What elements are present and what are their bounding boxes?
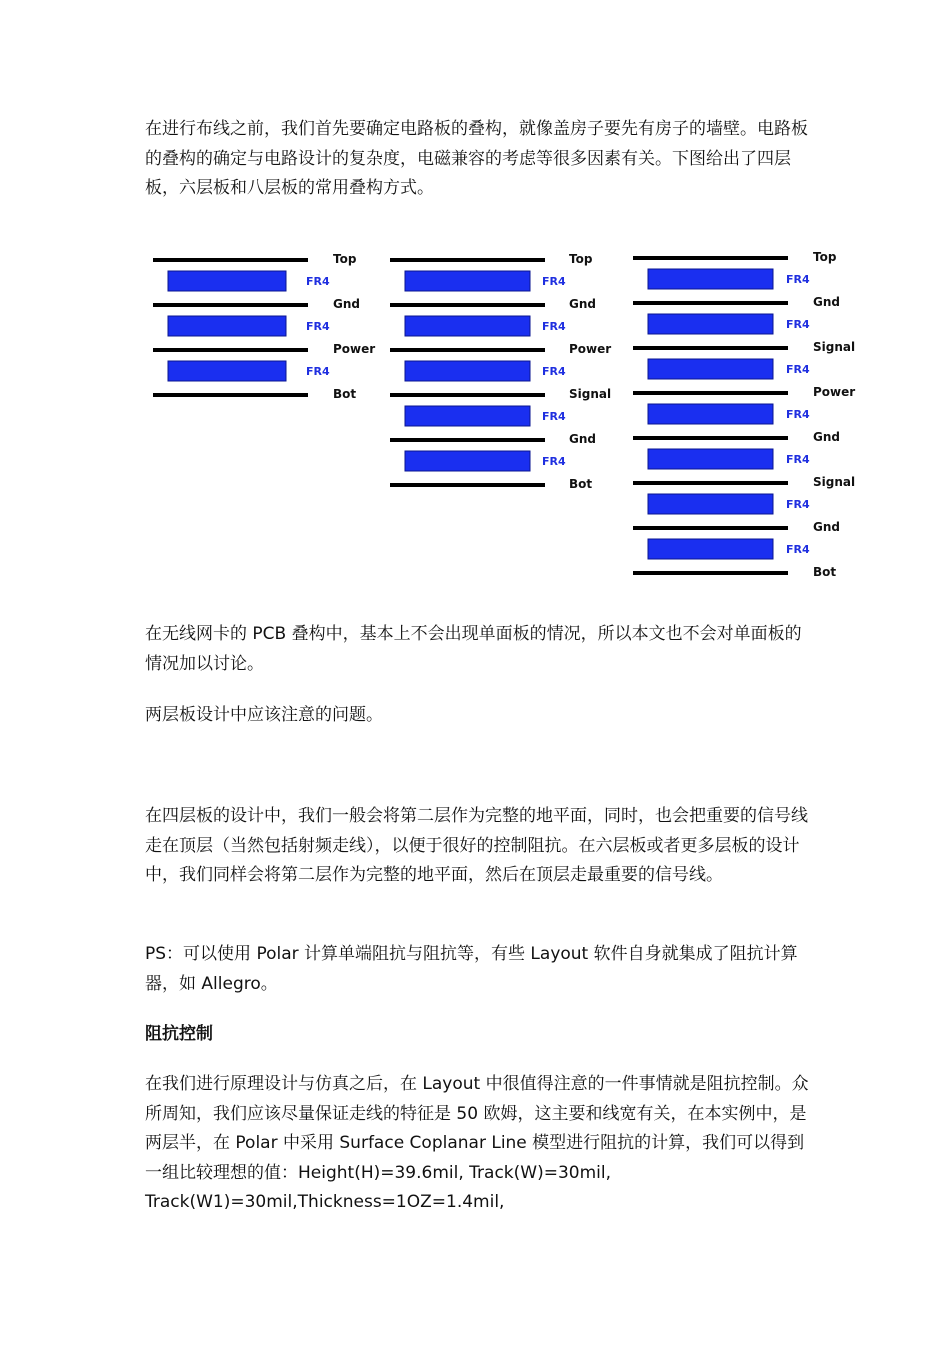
impedance-paragraph: 在我们进行原理设计与仿真之后，在 Layout 中很值得注意的一件事情就是阻抗控制。众所周知，我们应该尽量保证走线的特征是 50 欧姆，这主要和线宽有关，在本实例中，是两层半，在 Polar 中采用 Surface Coplanar Line 模型进行阻抗的计算，我们可以得到一组比较理想的值：Height(H)=39.6mil, Track(W)=30mil, Track(W1)=30mil,Thickness=1OZ=1.4mil,	[145, 1074, 809, 1212]
fr4-label: FR4	[542, 365, 566, 378]
fr4-dielectric-block	[648, 314, 773, 334]
fr4-label: FR4	[786, 273, 810, 286]
ps-paragraph: PS：可以使用 Polar 计算单端阻抗与阻抗等，有些 Layout 软件自身就集成了阻抗计算器，如 Allegro。	[145, 944, 798, 994]
fr4-label: FR4	[306, 275, 330, 288]
fr4-dielectric-block	[405, 451, 530, 471]
fr4-dielectric-block	[405, 406, 530, 426]
fr4-label: FR4	[542, 275, 566, 288]
copper-layer-line	[390, 348, 545, 352]
copper-layer-line	[153, 258, 308, 262]
copper-layer-line	[153, 303, 308, 307]
fr4-label: FR4	[542, 320, 566, 333]
layer-label: Signal	[569, 387, 612, 401]
layer-label: Signal	[813, 475, 856, 489]
layer-label: Gnd	[569, 297, 596, 311]
stackup-diagram	[145, 240, 865, 590]
fr4-dielectric-block	[648, 449, 773, 469]
layer-label: Power	[813, 385, 856, 399]
layer-label: Bot	[813, 565, 837, 579]
fr4-dielectric-block	[405, 316, 530, 336]
layer-label: Gnd	[813, 430, 840, 444]
copper-layer-line	[153, 348, 308, 352]
wireless-paragraph: 在无线网卡的 PCB 叠构中，基本上不会出现单面板的情况，所以本文也不会对单面板的情况加以讨论。	[145, 624, 802, 674]
intro-paragraph: 在进行布线之前，我们首先要确定电路板的叠构，就像盖房子要先有房子的墙壁。电路板的叠构的确定与电路设计的复杂度，电磁兼容的考虑等很多因素有关。下图给出了四层板，六层板和八层板的常用叠构方式。	[145, 119, 808, 198]
stackup-board-2	[390, 252, 611, 491]
fr4-dielectric-block	[648, 539, 773, 559]
stackup-figure	[145, 240, 865, 590]
fr4-label: FR4	[786, 498, 810, 511]
stackup-board-1	[153, 252, 375, 401]
stackup-board-3	[633, 250, 855, 579]
layer-label: Power	[333, 342, 376, 356]
layer-label: Bot	[333, 387, 357, 401]
fr4-label: FR4	[786, 408, 810, 421]
layer-label: Top	[569, 252, 593, 266]
fr4-dielectric-block	[405, 271, 530, 291]
copper-layer-line	[390, 303, 545, 307]
fr4-dielectric-block	[168, 361, 286, 381]
fr4-label: FR4	[542, 455, 566, 468]
fr4-dielectric-block	[168, 271, 286, 291]
fr4-label: FR4	[306, 365, 330, 378]
layer-label: Gnd	[813, 520, 840, 534]
fr4-label: FR4	[786, 543, 810, 556]
copper-layer-line	[633, 571, 788, 575]
layer-label: Signal	[813, 340, 856, 354]
copper-layer-line	[153, 393, 308, 397]
fr4-label: FR4	[786, 363, 810, 376]
fr4-dielectric-block	[648, 359, 773, 379]
copper-layer-line	[633, 346, 788, 350]
copper-layer-line	[633, 526, 788, 530]
copper-layer-line	[390, 483, 545, 487]
layer-label: Gnd	[813, 295, 840, 309]
four-layer-paragraph: 在四层板的设计中，我们一般会将第二层作为完整的地平面，同时，也会把重要的信号线走在顶层（当然包括射频走线），以便于很好的控制阻抗。在六层板或者更多层板的设计中，我们同样会将第二层作为完整的地平面，然后在顶层走最重要的信号线。	[145, 806, 808, 885]
copper-layer-line	[390, 393, 545, 397]
fr4-dielectric-block	[648, 494, 773, 514]
layer-label: Top	[813, 250, 837, 264]
layer-label: Gnd	[333, 297, 360, 311]
fr4-dielectric-block	[168, 316, 286, 336]
copper-layer-line	[633, 256, 788, 260]
layer-label: Power	[569, 342, 612, 356]
copper-layer-line	[390, 438, 545, 442]
fr4-label: FR4	[786, 453, 810, 466]
copper-layer-line	[633, 301, 788, 305]
fr4-label: FR4	[306, 320, 330, 333]
fr4-label: FR4	[542, 410, 566, 423]
layer-label: Bot	[569, 477, 593, 491]
copper-layer-line	[633, 436, 788, 440]
layer-label: Gnd	[569, 432, 596, 446]
copper-layer-line	[633, 391, 788, 395]
fr4-dielectric-block	[648, 269, 773, 289]
copper-layer-line	[633, 481, 788, 485]
impedance-heading: 阻抗控制	[145, 1024, 213, 1044]
copper-layer-line	[390, 258, 545, 262]
fr4-label: FR4	[786, 318, 810, 331]
two-layer-paragraph: 两层板设计中应该注意的问题。	[145, 705, 383, 725]
fr4-dielectric-block	[648, 404, 773, 424]
layer-label: Top	[333, 252, 357, 266]
fr4-dielectric-block	[405, 361, 530, 381]
